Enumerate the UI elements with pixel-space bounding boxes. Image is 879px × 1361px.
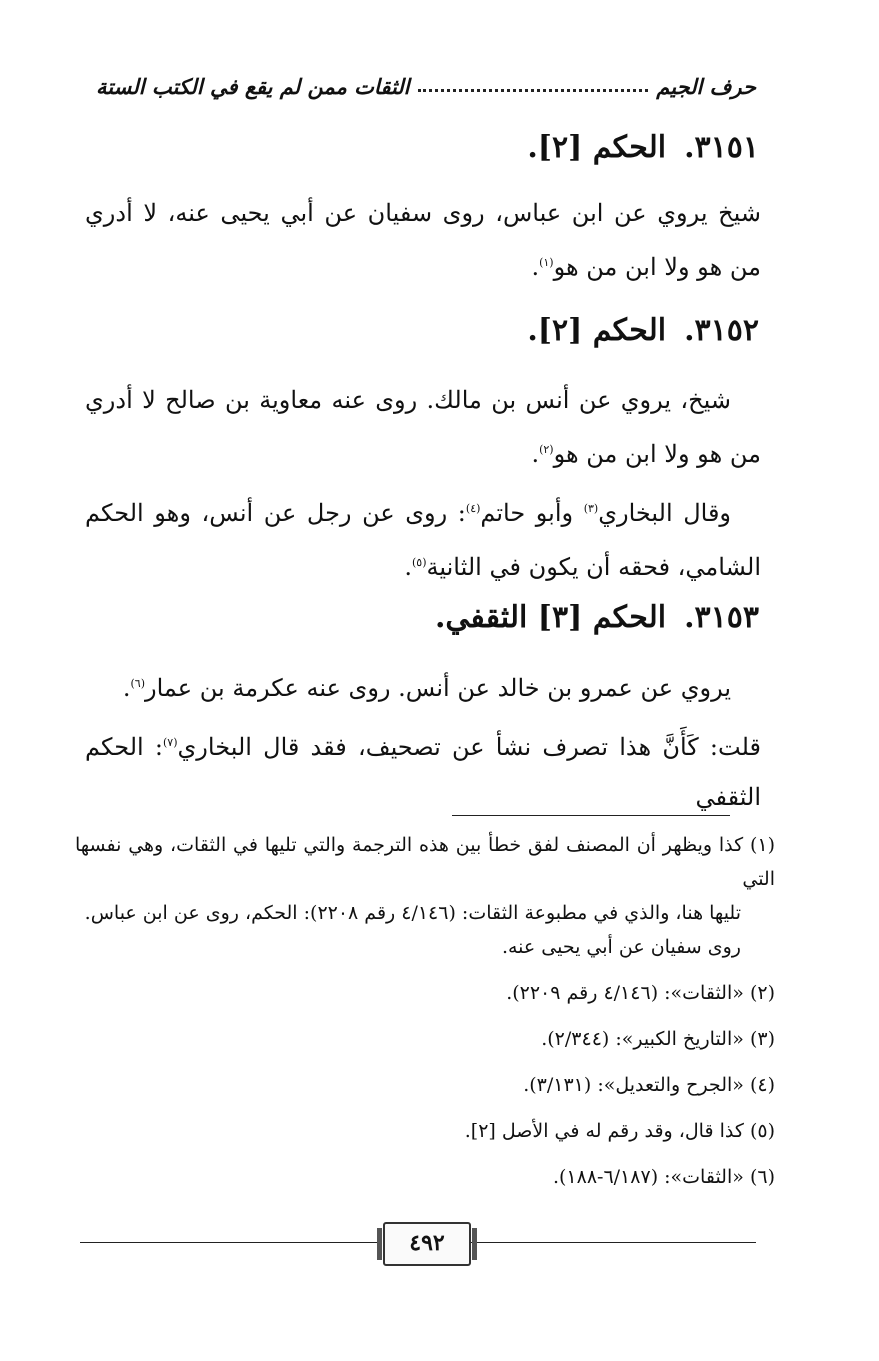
footnote-label: (٣) xyxy=(749,1028,775,1050)
entry-paragraph xyxy=(85,188,761,292)
footnote-text: «التاريخ الكبير»: (٢/٣٤٤). xyxy=(541,1028,744,1050)
paragraph-text: شيخ يروي عن ابن عباس، روى سفيان عن أبي يحيى عنه، لا أدري من هو ولا ابن من هو xyxy=(85,199,761,281)
footnote-text: كذا قال، وقد رقم له في الأصل [٢]. xyxy=(464,1120,744,1142)
footnote-text: كذا ويظهر أن المصنف لفق خطأ بين هذه الترجمة والتي تليها في الثقات، وهي نفسها التي xyxy=(75,834,775,890)
entry-paragraph xyxy=(85,484,761,592)
footnote-label: (٤) xyxy=(749,1074,775,1096)
footnote-ref: (٦) xyxy=(130,677,146,690)
footnote-item xyxy=(75,976,775,1010)
footnote-label: (٦) xyxy=(749,1166,775,1188)
footnote-ref: (٤) xyxy=(465,502,481,515)
footnote-item xyxy=(75,1114,775,1148)
paragraph-text: شيخ، يروي عن أنس بن مالك. روى عنه معاوية بن صالح لا أدري من هو ولا ابن من هو xyxy=(85,386,761,468)
footnote-item xyxy=(75,1022,775,1056)
chapter-title: حرف الجيم xyxy=(656,74,756,99)
footnote-ref: (٢) xyxy=(539,443,554,456)
footnote-text: «الجرح والتعديل»: (٣/١٣١). xyxy=(523,1074,744,1096)
paragraph-text: وقال البخاري xyxy=(598,499,732,527)
footnotes xyxy=(75,828,775,1206)
paragraph-tail: . xyxy=(531,253,540,281)
entry-name: الحكم [٣] الثقفي. xyxy=(434,600,667,635)
entry-number: ٣١٥٣. xyxy=(684,600,759,635)
book-title: الثقات ممن لم يقع في الكتب الستة xyxy=(96,74,410,99)
entry-number: ٣١٥٢. xyxy=(684,313,759,348)
footnote-separator xyxy=(452,815,730,816)
paragraph-tail: . xyxy=(404,553,412,581)
footnote-ref: (١) xyxy=(539,256,554,269)
entry-heading xyxy=(527,313,759,348)
entry-name: الحكم [٢]. xyxy=(527,313,667,348)
entry-paragraph xyxy=(85,659,761,713)
footnote-item xyxy=(75,1068,775,1102)
footnote-ref: (٣) xyxy=(583,502,599,515)
entry-number: ٣١٥١. xyxy=(684,130,759,165)
entry-heading xyxy=(527,130,759,165)
footnote-ref: (٥) xyxy=(412,556,427,569)
entry-paragraph xyxy=(85,718,761,822)
footer-rule-right xyxy=(470,1242,756,1243)
paragraph-text: : روى عن رجل عن أنس، وهو الحكم الشامي، فحقه أن يكون في الثانية xyxy=(85,499,761,581)
footer-rule-left xyxy=(80,1242,382,1243)
footnote-text: تليها هنا، والذي في مطبوعة الثقات: (٤/١٤٦ رقم ٢٢٠٨): الحكم، روى عن ابن عباس. xyxy=(84,902,741,924)
paragraph-tail: . xyxy=(122,674,131,702)
footnote-ref: (٧) xyxy=(163,736,178,749)
page-number: ٤٩٢ xyxy=(383,1222,471,1266)
paragraph-text: : الحكم الثقفي xyxy=(85,733,761,811)
footnote-item xyxy=(75,1160,775,1194)
footnote-text: «الثقات»: (٤/١٤٦ رقم ٢٢٠٩). xyxy=(506,982,744,1004)
entry-name: الحكم [٢]. xyxy=(527,130,667,165)
footnote-label: (١) xyxy=(749,834,775,856)
paragraph-text: وأبو حاتم xyxy=(480,499,584,527)
entry-heading xyxy=(435,600,759,635)
footnote-text: روى سفيان عن أبي يحيى عنه. xyxy=(501,936,741,958)
footnote-label: (٥) xyxy=(749,1120,775,1142)
header-dot-leader xyxy=(418,89,649,92)
entry-paragraph xyxy=(85,375,761,479)
footnote-text: «الثقات»: (٦/١٨٧-١٨٨). xyxy=(552,1166,744,1188)
paragraph-text: يروي عن عمرو بن خالد عن أنس. روى عنه عكرمة بن عمار xyxy=(145,674,731,702)
paragraph-tail: . xyxy=(531,440,540,468)
footnote-item xyxy=(75,828,775,964)
footnote-label: (٢) xyxy=(749,982,775,1004)
paragraph-text: قلت: كَأَنَّ هذا تصرف نشأ عن تصحيف، فقد قال البخاري xyxy=(177,733,761,761)
running-header xyxy=(96,74,756,99)
